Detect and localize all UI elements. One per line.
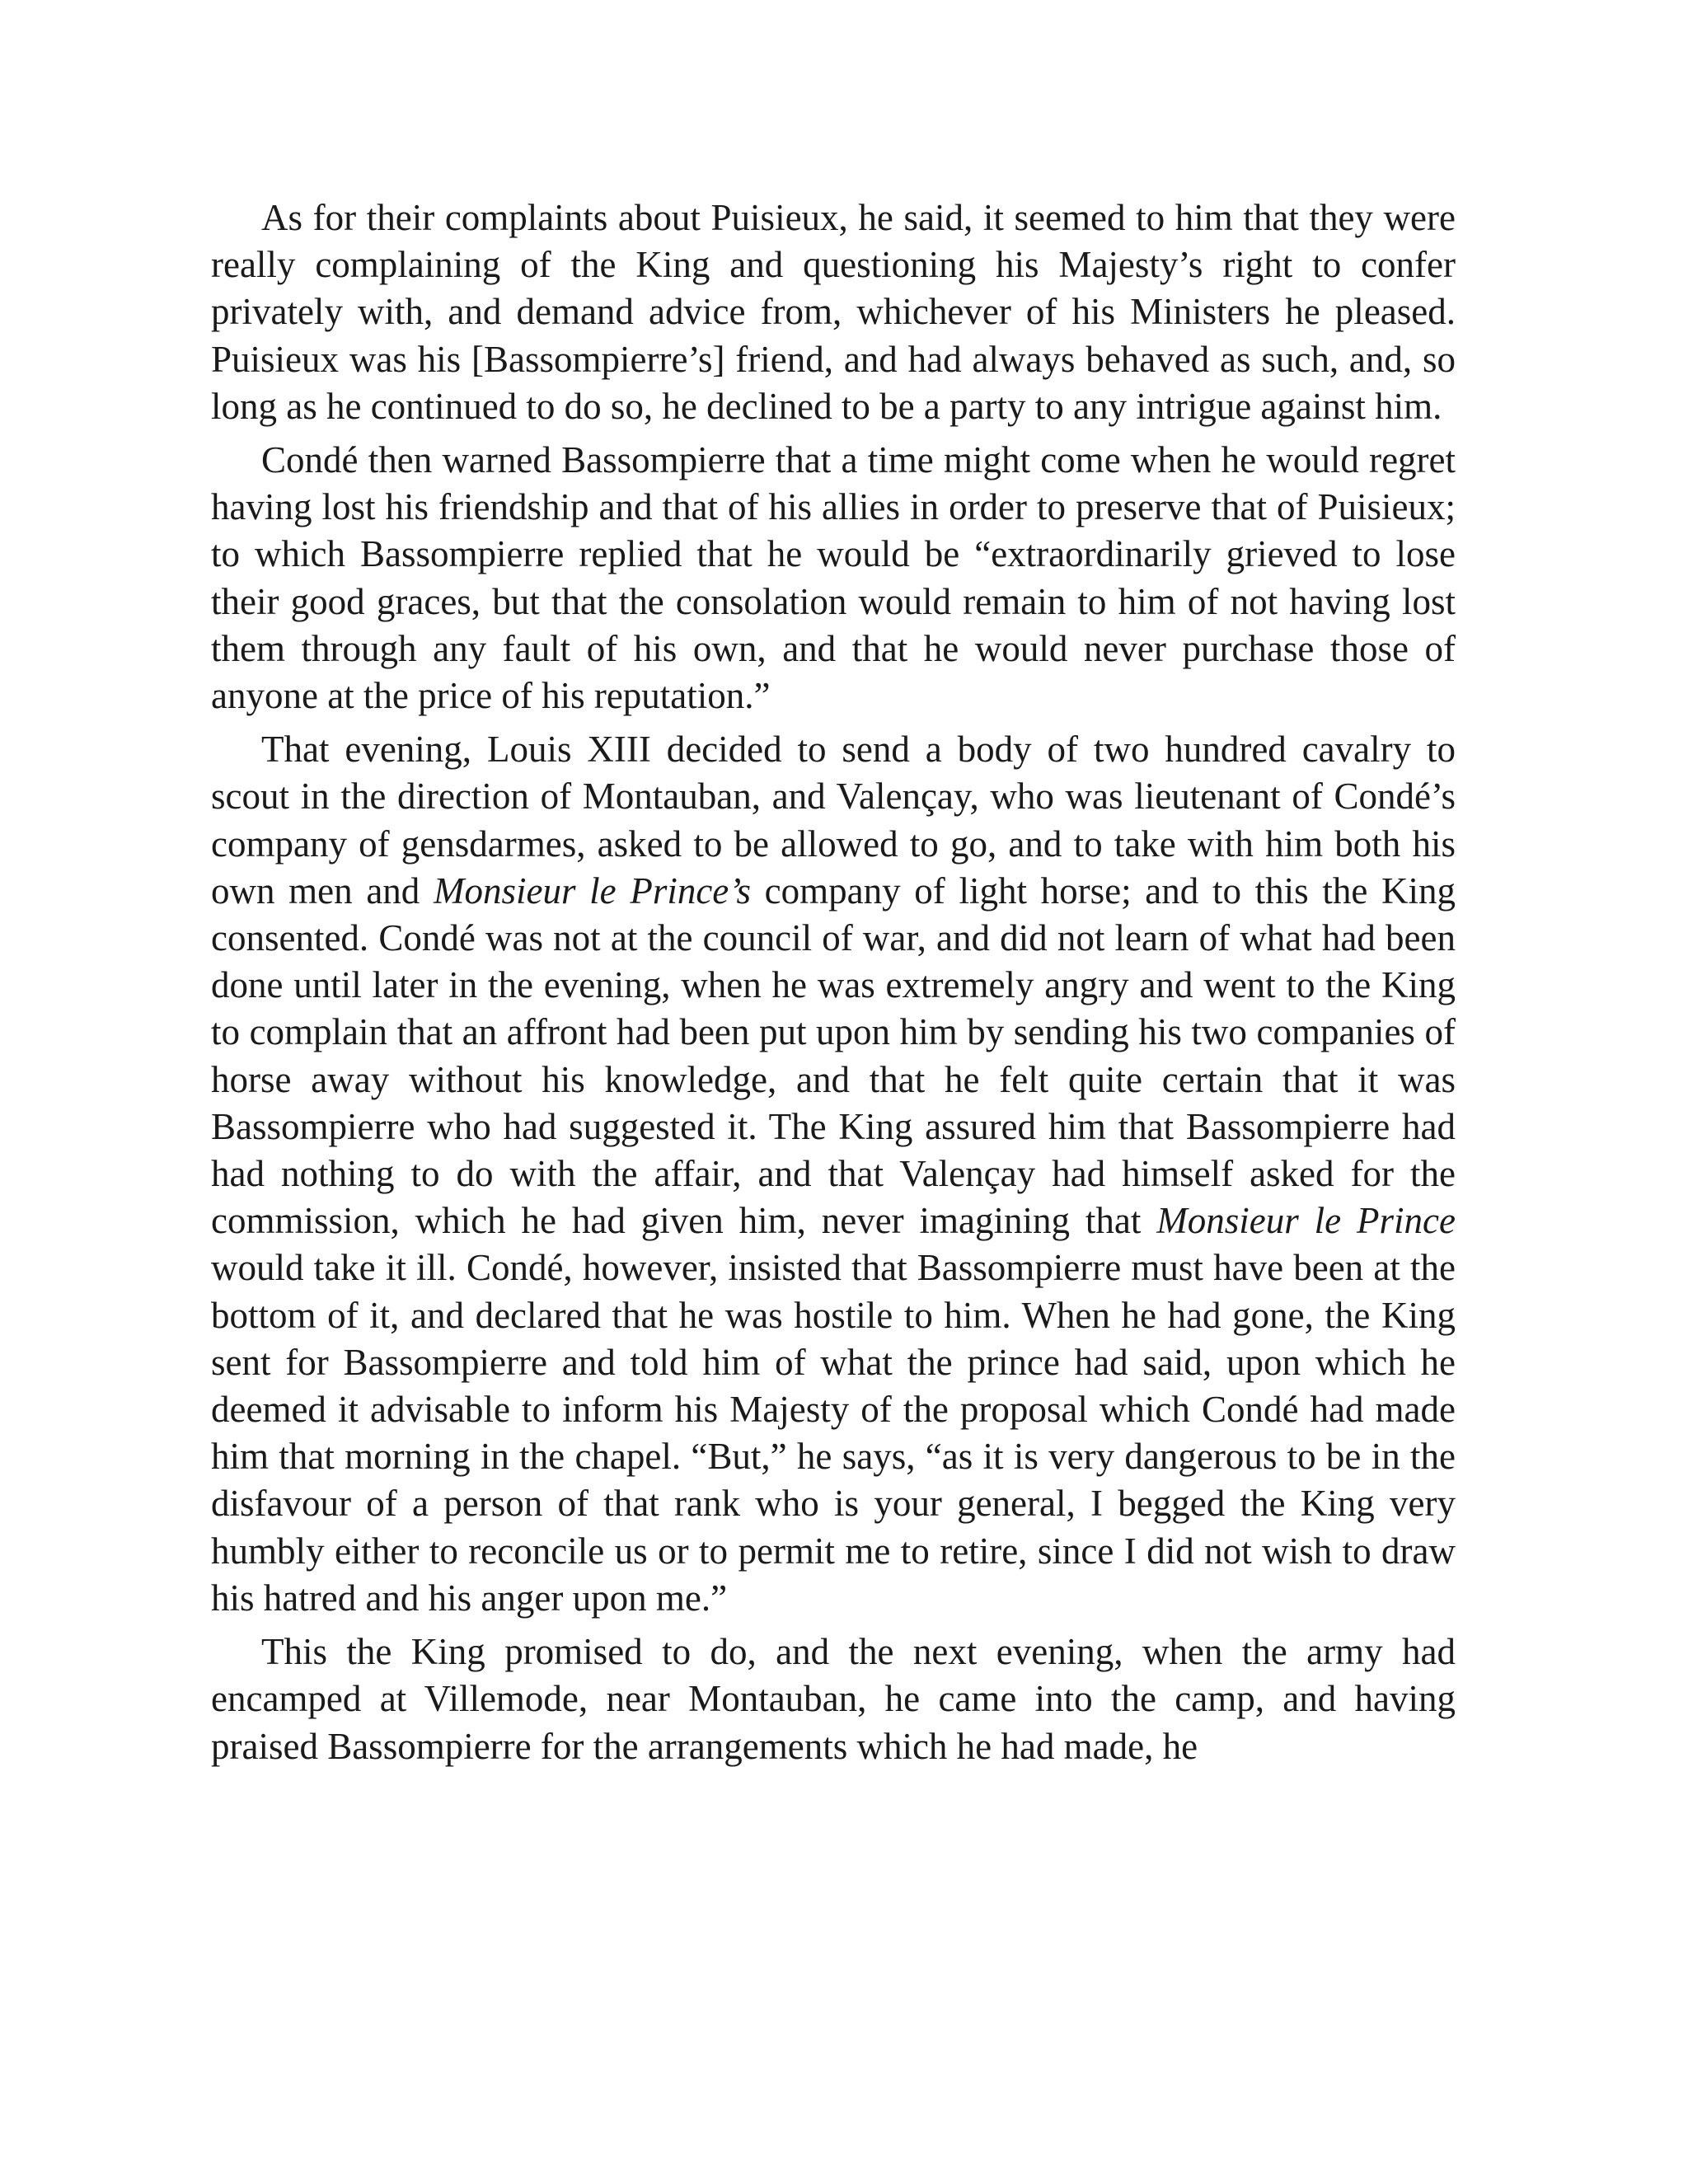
body-text bbox=[211, 194, 1456, 1770]
italic-monsieur-le-prince: Monsieur le Prince bbox=[1156, 1200, 1456, 1242]
paragraph-3-text-a: That evening, Louis XIII decided to send a body of two hundred cavalry to scout in the direction of Montauban, and Valençay, who was lieutenant of Condé’s company of gensdarmes, asked to be allowed to go, and to take with him both his own men and bbox=[211, 729, 1456, 912]
paragraph-3-text-c: would take it ill. Condé, however, insisted that Bassompierre must have been at the bottom of it, and declared that he was hostile to him. When he had gone, the King sent for Bassompierre and told him of what the prince had said, upon which he deemed it advisable to inform his Majesty of the proposal which Condé had made him that morning in the chapel. “But,” he says, “as it is very dangerous to be in the disfavour of a person of that rank who is your general, I begged the King very humbly either to reconcile us or to permit me to retire, since I did not wish to draw his hatred and his anger upon me.” bbox=[211, 1247, 1456, 1619]
paragraph-3 bbox=[211, 726, 1456, 1622]
paragraph-4 bbox=[211, 1629, 1456, 1770]
paragraph-4-text: This the King promised to do, and the next evening, when the army had encamped at Villemode, near Montauban, he came into the camp, and having praised Bassompierre for the arrangements which he had made, he bbox=[211, 1631, 1456, 1767]
paragraph-2 bbox=[211, 437, 1456, 719]
paragraph-1-text: As for their complaints about Puisieux, he said, it seemed to him that they were really complaining of the King and questioning his Majesty’s right to confer privately with, and demand advice from, whichever of his Ministers he pleased. Puisieux was his [Bassompierre’s] friend, and had always behaved as such, and, so long as he continued to do so, he declined to be a party to any intrigue against him. bbox=[211, 197, 1456, 427]
paragraph-1 bbox=[211, 194, 1456, 430]
paragraph-3-text-b: company of light horse; and to this the King consented. Condé was not at the council of war, and did not learn of what had been done until later in the evening, when he was extremely angry and went to the King to complain that an affront had been put upon him by sending his two companies of horse away without his knowledge, and that he felt quite certain that it was Bassompierre who had suggested it. The King assured him that Bassompierre had had nothing to do with the affair, and that Valençay had himself asked for the commission, which he had given him, never imagining that bbox=[211, 869, 1456, 1242]
paragraph-2-text: Condé then warned Bassompierre that a time might come when he would regret having lost his friendship and that of his allies in order to preserve that of Puisieux; to which Bassompierre replied that he would be “extraordinarily grieved to lose their good graces, but that the consolation would remain to him of not having lost them through any fault of his own, and that he would never purchase those of anyone at the price of his reputation.” bbox=[211, 439, 1456, 717]
italic-monsieur-le-princes: Monsieur le Prince’s bbox=[434, 869, 751, 912]
